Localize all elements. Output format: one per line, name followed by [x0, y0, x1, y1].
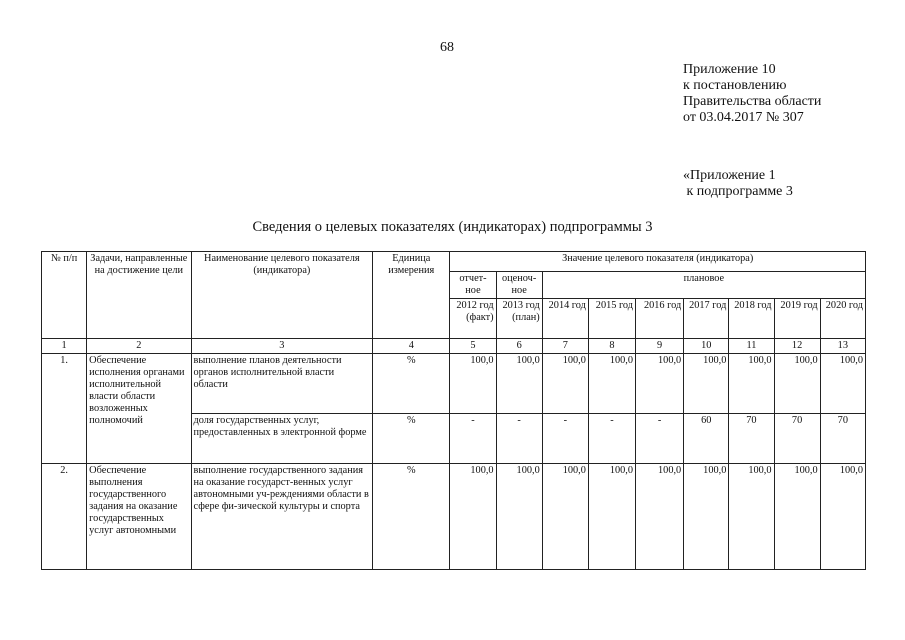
header-indicator: Наименование целевого показателя (индикатора) — [191, 252, 373, 339]
header-value: Значение целевого показателя (индикатора) — [450, 252, 866, 272]
header-year: 2015 год — [588, 299, 635, 339]
header-year: 2013 год (план) — [496, 299, 542, 339]
value-cell: 100,0 — [684, 354, 729, 414]
document-title: Сведения о целевых показателях (индикаторах) подпрограммы 3 — [252, 219, 653, 235]
value-cell: 70 — [729, 414, 774, 464]
value-cell: 100,0 — [636, 464, 684, 570]
column-number: 7 — [542, 339, 588, 354]
indicator-name: выполнение государственного задания на оказание государст-венных услуг автономными уч-реждениями области в сфере фи-зической культуры и спорта — [191, 464, 373, 570]
value-cell: 100,0 — [729, 354, 774, 414]
table-row — [42, 354, 866, 414]
column-number: 1 — [42, 339, 87, 354]
column-number: 2 — [87, 339, 191, 354]
header-planned: плановое — [542, 272, 865, 299]
header-year: 2018 год — [729, 299, 774, 339]
value-cell: 100,0 — [774, 354, 820, 414]
value-cell: - — [636, 414, 684, 464]
table-row — [42, 464, 866, 570]
annex-line: к постановлению — [683, 78, 787, 93]
header-year: 2012 год (факт) — [450, 299, 496, 339]
header-year: 2020 год — [820, 299, 865, 339]
row-task: Обеспечение выполнения государственного задания на оказание государственных услуг автономными — [87, 464, 191, 570]
value-cell: 100,0 — [496, 354, 542, 414]
annex-subheader — [683, 168, 793, 200]
annex-line: от 03.04.2017 № 307 — [683, 110, 804, 125]
column-number: 9 — [636, 339, 684, 354]
header-num: № п/п — [42, 252, 87, 339]
column-number: 11 — [729, 339, 774, 354]
value-cell: 100,0 — [774, 464, 820, 570]
indicator-name: доля государственных услуг, предоставленных в электронной форме — [191, 414, 373, 464]
indicator-name: выполнение планов деятельности органов исполнительной власти области — [191, 354, 373, 414]
row-task: Обеспечение исполнения органами исполнительной власти области возложенных полномочий — [87, 354, 191, 464]
value-cell: - — [450, 414, 496, 464]
value-cell: 100,0 — [588, 464, 635, 570]
indicator-unit: % — [373, 464, 450, 570]
column-number: 13 — [820, 339, 865, 354]
header-year: 2014 год — [542, 299, 588, 339]
value-cell: 60 — [684, 414, 729, 464]
header-estimate: оценоч-ное — [496, 272, 542, 299]
value-cell: 100,0 — [496, 464, 542, 570]
header-report: отчет-ное — [450, 272, 496, 299]
value-cell: 100,0 — [450, 354, 496, 414]
indicator-unit: % — [373, 414, 450, 464]
annex-line: Правительства области — [683, 94, 822, 109]
value-cell: - — [588, 414, 635, 464]
column-number: 10 — [684, 339, 729, 354]
value-cell: - — [542, 414, 588, 464]
column-number: 6 — [496, 339, 542, 354]
indicators-table — [41, 251, 866, 570]
column-numbers-row — [42, 339, 866, 354]
header-year: 2017 год — [684, 299, 729, 339]
column-number: 8 — [588, 339, 635, 354]
value-cell: 100,0 — [636, 354, 684, 414]
value-cell: - — [496, 414, 542, 464]
value-cell: 100,0 — [820, 354, 865, 414]
value-cell: 100,0 — [588, 354, 635, 414]
header-year: 2016 год — [636, 299, 684, 339]
column-number: 4 — [373, 339, 450, 354]
value-cell: 100,0 — [542, 464, 588, 570]
value-cell: 70 — [820, 414, 865, 464]
value-cell: 100,0 — [729, 464, 774, 570]
value-cell: 100,0 — [684, 464, 729, 570]
page-number: 68 — [440, 40, 454, 55]
annex-sub-line: «Приложение 1 — [683, 168, 776, 183]
value-cell: 100,0 — [542, 354, 588, 414]
column-number: 5 — [450, 339, 496, 354]
annex-line: Приложение 10 — [683, 62, 776, 77]
value-cell: 100,0 — [820, 464, 865, 570]
annex-sub-line: к подпрограмме 3 — [683, 184, 793, 199]
column-number: 12 — [774, 339, 820, 354]
header-tasks: Задачи, направленные на достижение цели — [87, 252, 191, 339]
column-number: 3 — [191, 339, 373, 354]
value-cell: 70 — [774, 414, 820, 464]
row-num: 1. — [42, 354, 87, 464]
header-unit: Единица измерения — [373, 252, 450, 339]
indicator-unit: % — [373, 354, 450, 414]
annex-header — [683, 62, 821, 126]
value-cell: 100,0 — [450, 464, 496, 570]
row-num: 2. — [42, 464, 87, 570]
header-year: 2019 год — [774, 299, 820, 339]
